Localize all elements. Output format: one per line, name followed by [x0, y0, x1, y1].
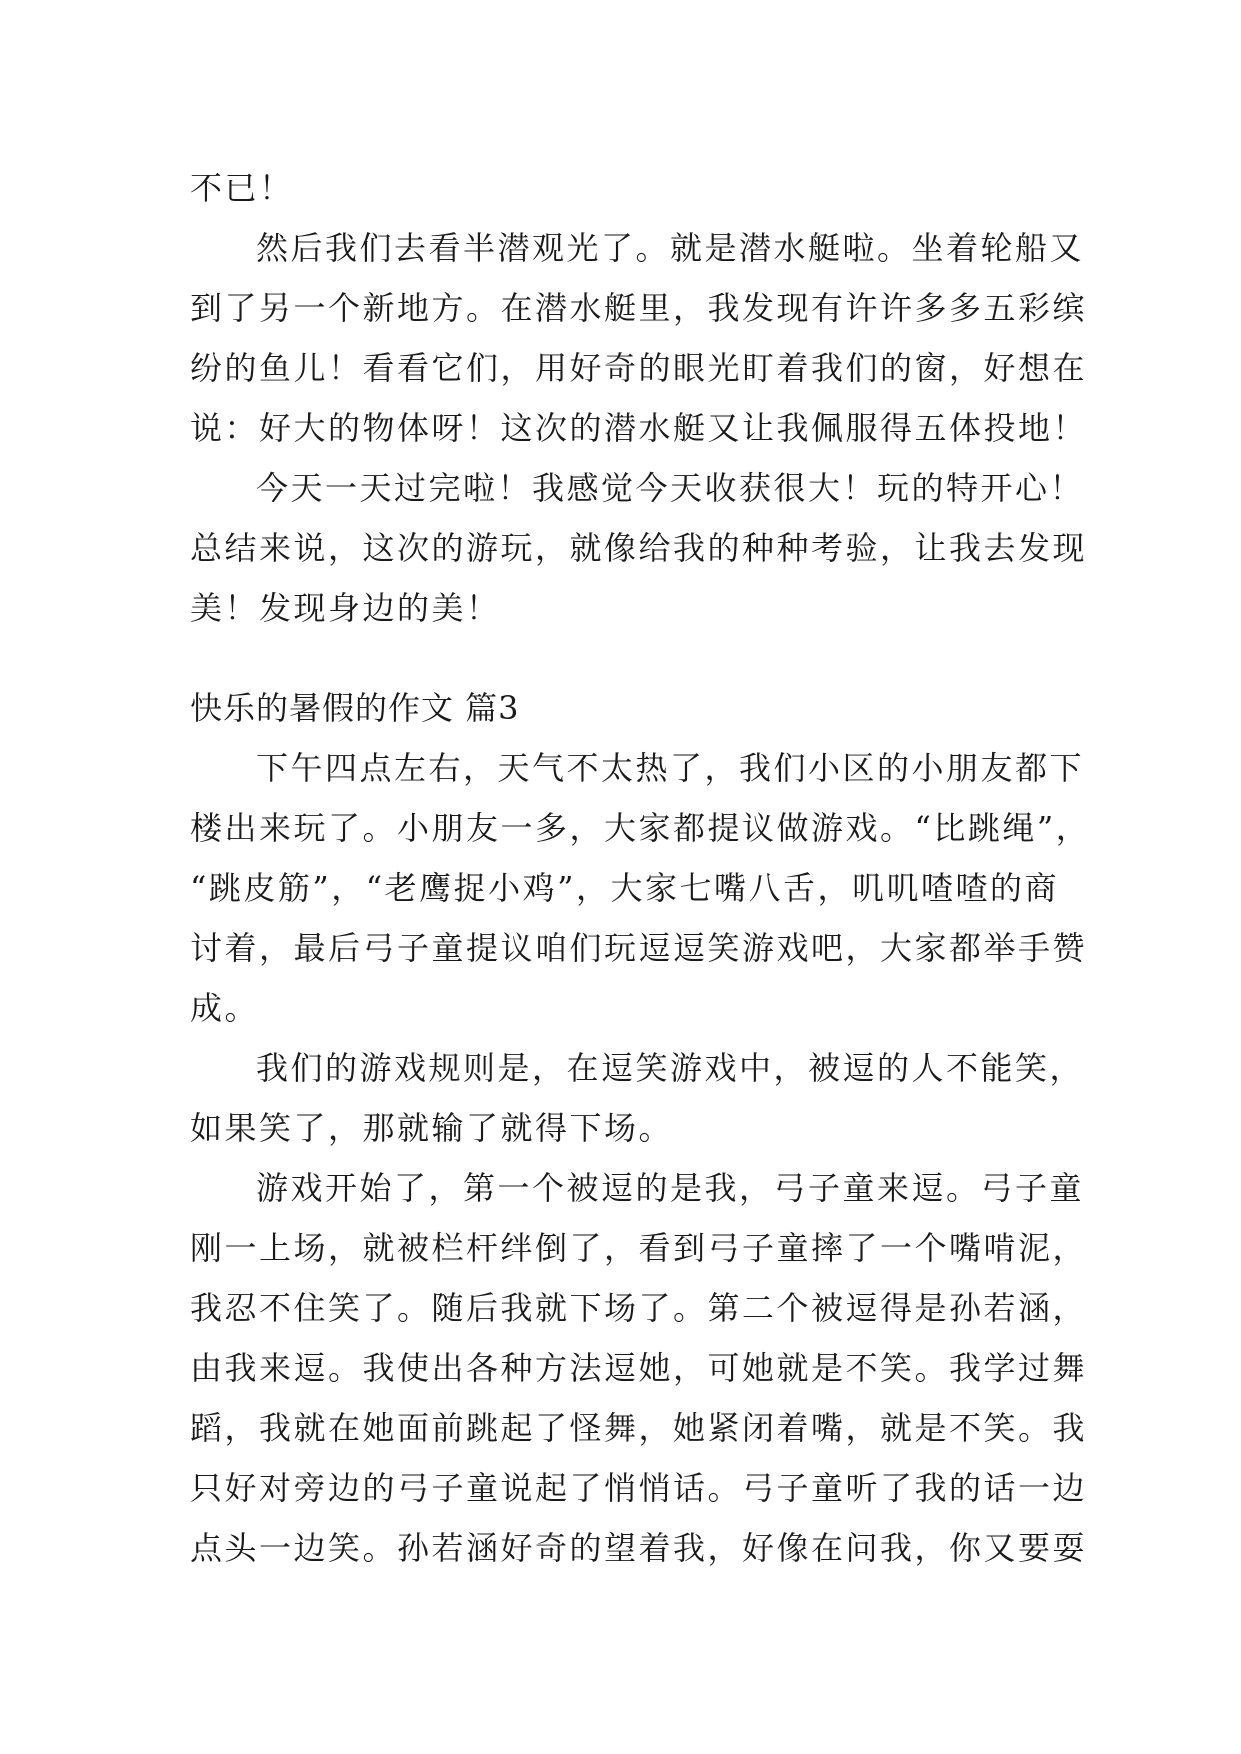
paragraph-start: 然后我们去看半潜观光了。就是潜水艇啦。坐着轮船又: [256, 229, 1085, 267]
text-line: 到了另一个新地方。在潜水艇里，我发现有许许多多五彩缤: [190, 289, 1088, 327]
text-line: 总结来说，这次的游玩，就像给我的种种考验，让我去发现: [190, 529, 1088, 567]
text-line: 点头一边笑。孙若涵好奇的望着我，好像在问我，你又要耍: [190, 1529, 1088, 1567]
paragraph-start: 游戏开始了，第一个被逗的是我，弓子童来逗。弓子童: [256, 1169, 1085, 1207]
section-heading: 快乐的暑假的作文 篇3: [190, 689, 520, 727]
text-line: 由我来逗。我使出各种方法逗她，可她就是不笑。我学过舞: [190, 1349, 1088, 1387]
text-line: 如果笑了，那就输了就得下场。: [190, 1109, 674, 1147]
text-line: 不已！: [190, 169, 294, 207]
text-line: 只好对旁边的弓子童说起了悄悄话。弓子童听了我的话一边: [190, 1469, 1088, 1507]
paragraph-start: 我们的游戏规则是，在逗笑游戏中，被逗的人不能笑，: [256, 1049, 1085, 1087]
text-line: 纷的鱼儿！看看它们，用好奇的眼光盯着我们的窗，好想在: [190, 349, 1088, 387]
text-line: 蹈，我就在她面前跳起了怪舞，她紧闭着嘴，就是不笑。我: [190, 1409, 1088, 1447]
text-line: 我忍不住笑了。随后我就下场了。第二个被逗得是孙若涵，: [190, 1289, 1088, 1327]
text-line: “跳皮筋”，“老鹰捉小鸡”，大家七嘴八舌，叽叽喳喳的商: [190, 869, 1059, 907]
text-line: 讨着，最后弓子童提议咱们玩逗逗笑游戏吧，大家都举手赞: [190, 929, 1088, 967]
text-line: 美！发现身边的美！: [190, 589, 501, 627]
text-line: 成。: [190, 989, 260, 1027]
text-line: 楼出来玩了。小朋友一多，大家都提议做游戏。“比跳绳”，: [190, 809, 1091, 847]
paragraph-start: 下午四点左右，天气不太热了，我们小区的小朋友都下: [256, 749, 1085, 787]
text-line: 刚一上场，就被栏杆绊倒了，看到弓子童摔了一个嘴啃泥，: [190, 1229, 1088, 1267]
text-line: 说：好大的物体呀！这次的潜水艇又让我佩服得五体投地！: [190, 409, 1088, 447]
paragraph-start: 今天一天过完啦！我感觉今天收获很大！玩的特开心！: [256, 469, 1085, 507]
